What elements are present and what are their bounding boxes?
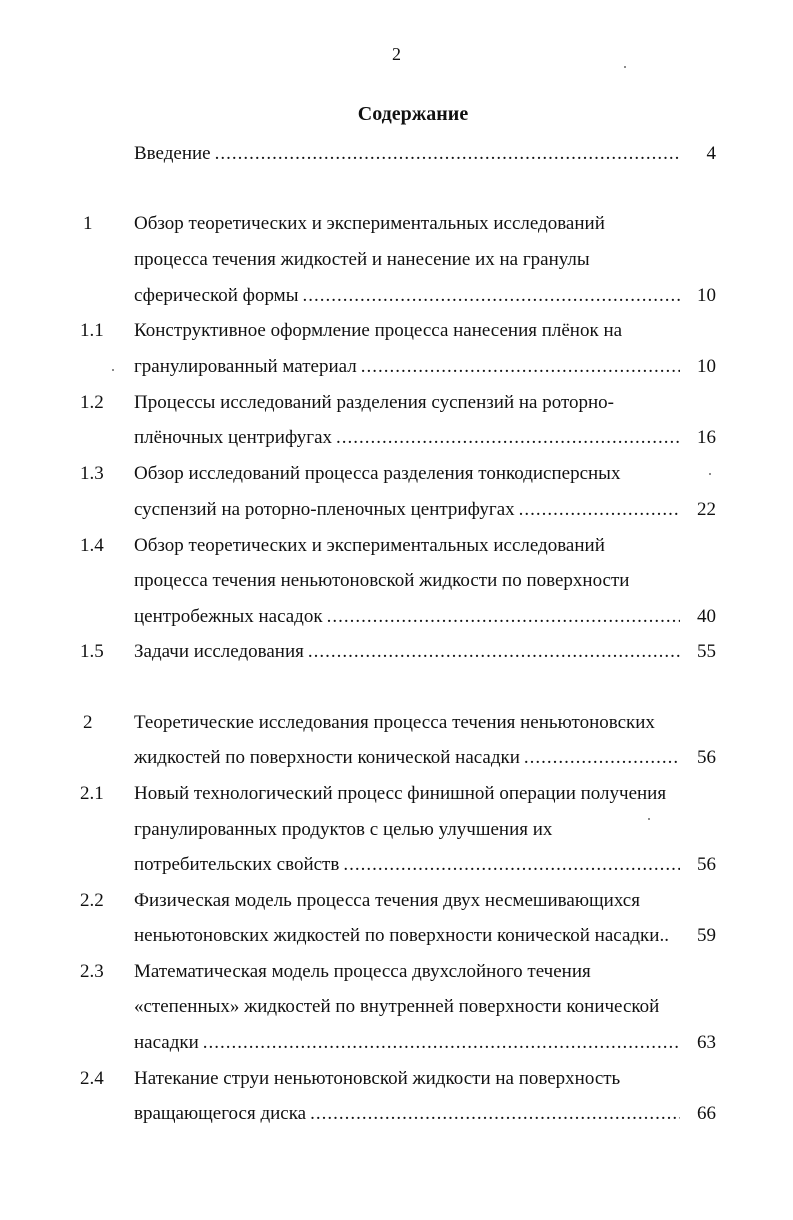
toc-section-number: 1.4 <box>80 535 104 556</box>
toc-entry-2-2-line2 <box>0 923 793 949</box>
scan-speck <box>648 818 650 820</box>
toc-entry-1-4 <box>0 533 793 559</box>
toc-page-number: 59 <box>697 925 716 946</box>
toc-section-number: 2.2 <box>80 890 104 911</box>
toc-section-number: 1.5 <box>80 641 104 662</box>
toc-entry-2-3 <box>0 959 793 985</box>
toc-entry-2 <box>0 710 793 736</box>
toc-leader-dots <box>302 283 680 309</box>
toc-entry-text: Конструктивное оформление процесса нанесения плёнок на <box>134 320 623 341</box>
toc-entry-1-line3 <box>0 283 793 309</box>
toc-entry-text: жидкостей по поверхности конической насадки <box>134 745 524 771</box>
toc-leader-dots <box>203 1030 680 1056</box>
scan-speck <box>624 66 626 68</box>
toc-entry-text: неньютоновских жидкостей по поверхности конической насадки.. <box>134 925 669 946</box>
toc-entry-1-4-line2 <box>0 568 793 594</box>
toc-leader-dots <box>215 141 680 167</box>
toc-leader-dots <box>327 604 680 630</box>
toc-page-number: 10 <box>697 356 716 377</box>
toc-section-number: 1.2 <box>80 392 104 413</box>
toc-entry-1 <box>0 211 793 237</box>
toc-entry-1-2 <box>0 390 793 416</box>
toc-entry-1-1-line2 <box>0 354 793 380</box>
toc-entry-text: сферической формы <box>134 283 302 309</box>
toc-section-number: 1 <box>83 213 93 234</box>
toc-entry-2-3-line2 <box>0 994 793 1020</box>
toc-entry-2-1-line2 <box>0 817 793 843</box>
toc-entry-text: Задачи исследования <box>134 639 308 665</box>
toc-entry-text: процесса течения жидкостей и нанесение их на гранулы <box>134 249 590 270</box>
toc-section-number: 2.4 <box>80 1068 104 1089</box>
toc-section-number: 2 <box>83 712 93 733</box>
toc-entry-text: гранулированных продуктов с целью улучшения их <box>134 819 553 840</box>
toc-page-number: 56 <box>697 854 716 875</box>
toc-entry-text: «степенных» жидкостей по внутренней поверхности конической <box>134 996 660 1017</box>
toc-page-number: 56 <box>697 747 716 768</box>
toc-leader-dots <box>361 354 680 380</box>
toc-page-number: 63 <box>697 1032 716 1053</box>
page-number: 2 <box>392 44 401 64</box>
toc-entry-1-4-line3 <box>0 604 793 630</box>
toc-entry-1-2-line2 <box>0 425 793 451</box>
toc-leader-dots <box>524 745 680 771</box>
toc-entry-2-2 <box>0 888 793 914</box>
toc-page-number: 10 <box>697 285 716 306</box>
toc-page-number: 55 <box>697 641 716 662</box>
toc-entry-2-4 <box>0 1066 793 1092</box>
toc-entry-text: Процессы исследований разделения суспензий на роторно- <box>134 392 615 413</box>
toc-section-number: 2.3 <box>80 961 104 982</box>
toc-entry-1-3 <box>0 461 793 487</box>
toc-entry-text: потребительских свойств <box>134 852 343 878</box>
toc-entry-text: Натекание струи неньютоновской жидкости на поверхность <box>134 1068 621 1089</box>
toc-section-number: 1.1 <box>80 320 104 341</box>
toc-entry-text: плёночных центрифугах <box>134 425 336 451</box>
toc-entry-2-1 <box>0 781 793 807</box>
toc-entry-2-line2 <box>0 745 793 771</box>
toc-entry-text: центробежных насадок <box>134 604 327 630</box>
toc-entry-text: Обзор исследований процесса разделения тонкодисперсных <box>134 463 621 484</box>
scan-speck <box>709 473 711 475</box>
toc-entry-1-5 <box>0 639 793 665</box>
toc-entry-text: суспензий на роторно-пленочных центрифугах <box>134 497 519 523</box>
toc-entry-1-1 <box>0 318 793 344</box>
toc-entry-text: Математическая модель процесса двухслойного течения <box>134 961 591 982</box>
toc-entry-2-1-line3 <box>0 852 793 878</box>
toc-page-number: 40 <box>697 606 716 627</box>
toc-entry-2-4-line2 <box>0 1101 793 1127</box>
toc-entry-text: Введение <box>134 141 215 167</box>
toc-entry-1-line2 <box>0 247 793 273</box>
toc-page-number: 66 <box>697 1103 716 1124</box>
toc-page-number: 16 <box>697 427 716 448</box>
toc-leader-dots <box>519 497 680 523</box>
toc-page-number: 22 <box>697 499 716 520</box>
toc-entry-text: Физическая модель процесса течения двух несмешивающихся <box>134 890 640 911</box>
toc-section-number: 1.3 <box>80 463 104 484</box>
toc-leader-dots <box>343 852 680 878</box>
toc-entry-text: Новый технологический процесс финишной операции получения <box>134 783 667 804</box>
toc-entry-1-3-line2 <box>0 497 793 523</box>
toc-entry-text: вращающегося диска <box>134 1101 310 1127</box>
toc-page-number: 4 <box>706 143 716 164</box>
toc-entry-text: Теоретические исследования процесса течения неньютоновских <box>134 712 655 733</box>
toc-leader-dots <box>336 425 680 451</box>
toc-entry-2-3-line3 <box>0 1030 793 1056</box>
toc-title: Содержание <box>357 103 469 125</box>
toc-entry-text: гранулированный материал <box>134 354 361 380</box>
toc-section-number: 2.1 <box>80 783 104 804</box>
toc-entry-text: Обзор теоретических и экспериментальных исследований <box>134 535 605 556</box>
toc-entry-introduction <box>0 141 793 167</box>
toc-entry-text: Обзор теоретических и экспериментальных исследований <box>134 213 605 234</box>
toc-leader-dots <box>308 639 680 665</box>
scan-speck <box>112 369 114 371</box>
toc-entry-text: насадки <box>134 1030 203 1056</box>
toc-entry-text: процесса течения неньютоновской жидкости по поверхности <box>134 570 630 591</box>
toc-leader-dots <box>310 1101 680 1127</box>
